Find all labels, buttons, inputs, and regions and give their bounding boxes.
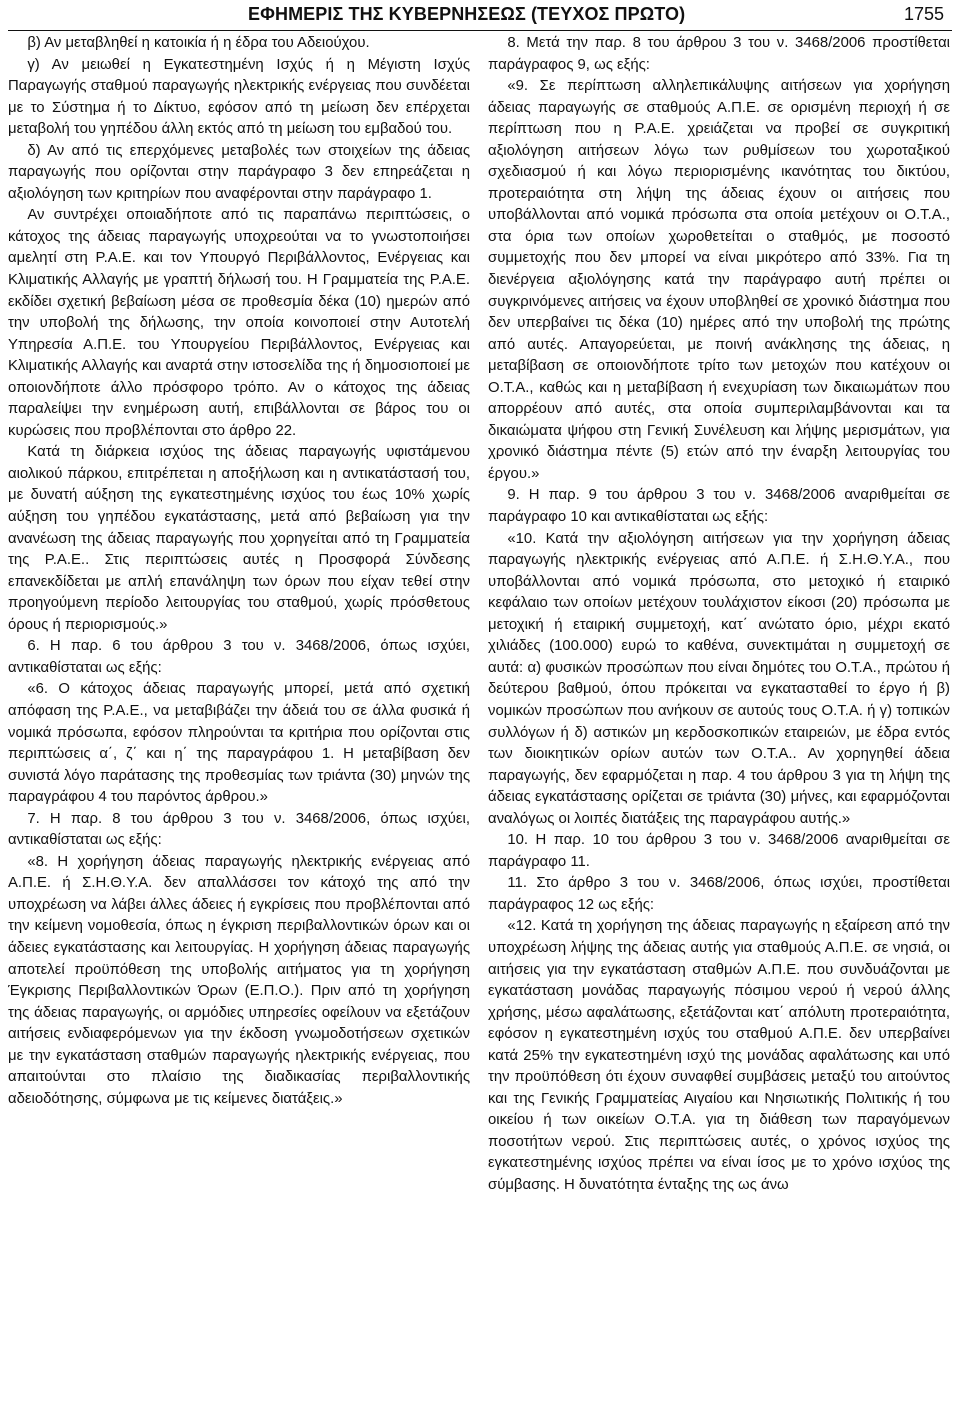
paragraph: 8. Μετά την παρ. 8 του άρθρου 3 του ν. 3468/2006 προστίθεται παράγραφος 9, ως εξής:: [488, 35, 950, 73]
paragraph: 7. Η παρ. 8 του άρθρου 3 του ν. 3468/2006, όπως ισχύει, αντικαθίσταται ως εξής:: [8, 810, 470, 849]
right-column: [488, 33, 950, 1197]
paragraph: 10. Η παρ. 10 του άρθρου 3 του ν. 3468/2006 αναριθμείται σε παράγραφο 11.: [488, 832, 950, 870]
paragraph: «10. Κατά την αξιολόγηση αιτήσεων για την χορήγηση άδειας παραγωγής ηλεκτρικής ενέργειας από Α.Π.Ε. ή Σ.Η.Θ.Υ.Α., που υποβάλλονται από νομικά πρόσωπα, στο μετοχικό ή εταιρικό κεφάλαιο των οποίων μετέχουν τουλάχιστον είκοσι (20) πρόσωπα με μετοχική ή εταιρική συμμετοχή, κατ΄ ανώτατο όριο, μέχρι εκατό χιλιάδες (100.000) ευρώ το καθένα, συνεκτιμάται η συμμετοχή σε αυτά: α) φυσικών προσώπων που είναι δημότες του Ο.Τ.Α., πρώτου ή δεύτερου βαθμού, όπου πρόκειται να εγκατασταθεί το έργο ή β) νομικών προσώπων που ανήκουν σε αυτούς τους Ο.Τ.Α. ή γ) τοπικών συλλόγων ή δ) αστικών μη κερδοσκοπικών εταιρειών, με έδρα εντός των διοικητικών ορίων αυτών των Ο.Τ.Α.. Αν χορηγηθεί άδεια παραγωγής, δεν εφαρμόζεται η παρ. 4 του άρθρου 3 για τη λήψη της άδειας εγκατάστασης ορίζεται σε τριάντα (30) μήνες, και εφαρμόζονται αναλόγως οι λοιπές διατάξεις της παραγράφου αυτής.»: [488, 530, 950, 827]
paragraph: Αν συντρέχει οποιαδήποτε από τις παραπάνω περιπτώσεις, ο κάτοχος της άδειας παραγωγής υποχρεούται να το γνωστοποιήσει αμελητί στη Ρ.Α.Ε. και τον Υπουργό Περιβάλλοντος, Ενέργειας και Κλιματικής Αλλαγής με γραπτή δήλωσή του. Η Γραμματεία της Ρ.Α.Ε. εκδίδει σχετική βεβαίωση μέσα σε προθεσμία δέκα (10) ημερών από την υποβολή της δήλωσης, την οποία κοινοποιεί στην Αυτοτελή Υπηρεσία Α.Π.Ε. του Υπουργείου Περιβάλλοντος, Ενέργειας και Κλιματικής Αλλαγής και αναρτά στην ιστοσελίδα της ή δημοσιοποιεί με οποιονδήποτε άλλο πρόσφορο τρόπο. Αν ο κάτοχος της άδειας παραλείψει την ενημέρωση αυτή, επιβάλλονται σε βάρος του οι κυρώσεις που προβλέπονται στο άρθρο 22.: [8, 207, 470, 439]
paragraph: γ) Αν μειωθεί η Εγκατεστημένη Ισχύς ή η Μέγιστη Ισχύς Παραγωγής σταθμού παραγωγής ηλεκτρικής ενέργειας που συνδέεται με το Σύστημα ή το Δίκτυο, εφόσον από τη μείωση δεν επέρχεται μεταβολή του γηπέδου άλλη εκτός από τη μείωση του εμβαδού του.: [8, 56, 470, 138]
paragraph: «6. Ο κάτοχος άδειας παραγωγής μπορεί, μετά από σχετική απόφαση της Ρ.Α.Ε., να μεταβιβάζει την άδειά του σε άλλα φυσικά ή νομικά πρόσωπα, εφόσον πληρούνται τα κριτήρια που ορίζονται στις περιπτώσεις α΄, ζ΄ και η΄ της παραγράφου 1. Η μεταβίβαση δεν συνιστά λόγο παράτασης της προθεσμίας των τριάντα (30) μηνών της παραγράφου 4 του παρόντος άρθρου.»: [8, 681, 470, 806]
paragraph: 11. Στο άρθρο 3 του ν. 3468/2006, όπως ισχύει, προστίθεται παράγραφος 12 ως εξής:: [488, 875, 950, 913]
page-header: [8, 0, 950, 31]
paragraph: 9. Η παρ. 9 του άρθρου 3 του ν. 3468/2006 αναριθμείται σε παράγραφο 10 και αντικαθίσταται ως εξής:: [488, 487, 950, 526]
paragraph: «12. Κατά τη χορήγηση της άδειας παραγωγής η εξαίρεση από την υποχρέωση λήψης της άδειας αυτής για σταθμούς Α.Π.Ε. σε νησιά, οι αιτήσεις για την εγκατάσταση σταθμών Α.Π.Ε. που συνδυάζονται με εγκατάσταση μονάδας παραγωγής πόσιμου νερού ή νερού άλλης χρήσης, μέσω αφαλάτωσης, εξετάζονται κατ΄ απόλυτη προτεραιότητα, εφόσον η εγκατεστημένη ισχύς του σταθμού Α.Π.Ε. δεν υπερβαίνει κατά 25% την εγκατεστημένη ισχύ της μονάδας αφαλάτωσης και υπό την προϋπόθεση ότι έχουν συναφθεί συμβάσεις μεταξύ του αιτούντος και της Γενικής Γραμματείας Αιγαίου και Νησιωτικής Πολιτικής ή του οικείου ή των οικείων Ο.Τ.Α. για τη διάθεση των παραγόμενων ποσοτήτων νερού. Στις περιπτώσεις αυτές, ο χρόνος ισχύος της εγκατεστημένης ισχύος πρέπει να είναι ίσος με το χρόνο ισχύος της σύμβασης. Η δυνατότητα ένταξης της ως άνω: [488, 918, 950, 1193]
paragraph: «8. Η χορήγηση άδειας παραγωγής ηλεκτρικής ενέργειας από Α.Π.Ε. ή Σ.Η.Θ.Υ.Α. δεν απαλλάσσει τον κάτοχό της από την υποχρέωση να λάβει άλλες άδειες ή εγκρίσεις που προβλέπονται από την κείμενη νομοθεσία, όπως η έγκριση περιβαλλοντικών όρων και οι άδειες εγκατάστασης και λειτουργίας. Η χορήγηση άδειας παραγωγής αποτελεί προϋπόθεση της υποβολής αιτήματος για τη χορήγηση Έγκρισης Περιβαλλοντικών Όρων (Ε.Π.Ο.). Πριν από τη χορήγηση της άδειας παραγωγής, οι αρμόδιες υπηρεσίες οφείλουν να εξετάζουν αιτήσεις ενδιαφερόμενων για την έκδοση γνωμοδοτήσεων σχετικών με την εγκατάσταση σταθμών παραγωγής ηλεκτρικής ενέργειας, που απαιτούνται στο πλαίσιο της διαδικασίας περιβαλλοντικής αδειοδότησης, σύμφωνα με τις κείμενες διατάξεις.»: [8, 853, 470, 1107]
left-column: [8, 33, 470, 1197]
gazette-title: ΕΦΗΜΕΡΙΣ ΤΗΣ ΚΥΒΕΡΝΗΣΕΩΣ (ΤΕΥΧΟΣ ΠΡΩΤΟ): [248, 4, 686, 24]
header-rule: [8, 30, 952, 31]
page-number: 1755: [903, 4, 944, 24]
paragraph: 6. Η παρ. 6 του άρθρου 3 του ν. 3468/2006, όπως ισχύει, αντικαθίσταται ως εξής:: [8, 638, 470, 676]
paragraph: β) Αν μεταβληθεί η κατοικία ή η έδρα του Αδειούχου.: [27, 35, 370, 51]
paragraph: δ) Αν από τις επερχόμενες μεταβολές των στοιχείων της άδειας παραγωγής που ορίζονται στην παράγραφο 3 δεν επηρεάζεται η αξιολόγηση των κριτηρίων που αναφέρονται στην παράγραφο 1.: [8, 142, 470, 202]
text-columns: [8, 33, 950, 1197]
paragraph: Κατά τη διάρκεια ισχύος της άδειας παραγωγής υφιστάμενου αιολικού πάρκου, επιτρέπεται η αποξήλωση και η αντικατάστασή του, με δυνατή αύξηση της εγκατεστημένης ισχύος του έως 10% χωρίς αύξηση του γηπέδου εγκατάστασης, μετά από βεβαίωση για την ανανέωση της άδειας παραγωγής που χορηγείται από τη Γραμματεία της Ρ.Α.Ε.. Στις περιπτώσεις αυτές η Προσφορά Σύνδεσης επανεκδίδεται με απλή επανάληψη των όρων που είχαν τεθεί στην προηγούμενη περίοδο λειτουργίας του σταθμού, χωρίς πρόσθετους όρους ή περιορισμούς.»: [8, 444, 470, 633]
paragraph: «9. Σε περίπτωση αλληλεπικάλυψης αιτήσεων για χορήγηση άδειας παραγωγής σε σταθμούς Α.Π.Ε. σε ορισμένη περιοχή ή σε περίπτωση που η Ρ.Α.Ε. χρειάζεται να προβεί σε συγκριτική αξιολόγηση αιτήσεων λόγω των ρυθμίσεων του χωροταξικού σχεδιασμού ή και λόγω περιορισμένης ικανότητας του δικτύου, προτεραιότητα στη λήψη της άδειας έχουν οι αιτήσεις που υποβάλλονται από νομικά πρόσωπα στα οποία μετέχουν οι Ο.Τ.Α., στα όρια των οποίων χωροθετείται ο σταθμός, με ποσοστό συμμετοχής που δεν μπορεί να είναι μικρότερο από 33%. Για τη διενέργεια αξιολόγησης κατά την παράγραφο αυτή πρέπει οι συγκρινόμενες αιτήσεις να έχουν υποβληθεί σε χρονικό διάστημα που δεν υπερβαίνει τις δέκα (10) ημέρες από την υποβολή της πρώτης από αυτές. Απαγορεύεται, με ποινή ανάκλησης της άδειας, η μεταβίβαση σε οποιονδήποτε τρίτο των μετοχών που κατέχουν οι Ο.Τ.Α., καθώς και η μεταβίβαση ή ενεχυρίαση των δικαιωμάτων που απορρέουν από αυτές, στα οποία συμπεριλαμβάνονται και τα δικαιώματα ψήφου στη Γενική Συνέλευση και λήψης μερισμάτων, για χρονικό διάστημα πέντε (5) ετών από την έναρξη λειτουργίας του έργου.»: [488, 78, 950, 482]
